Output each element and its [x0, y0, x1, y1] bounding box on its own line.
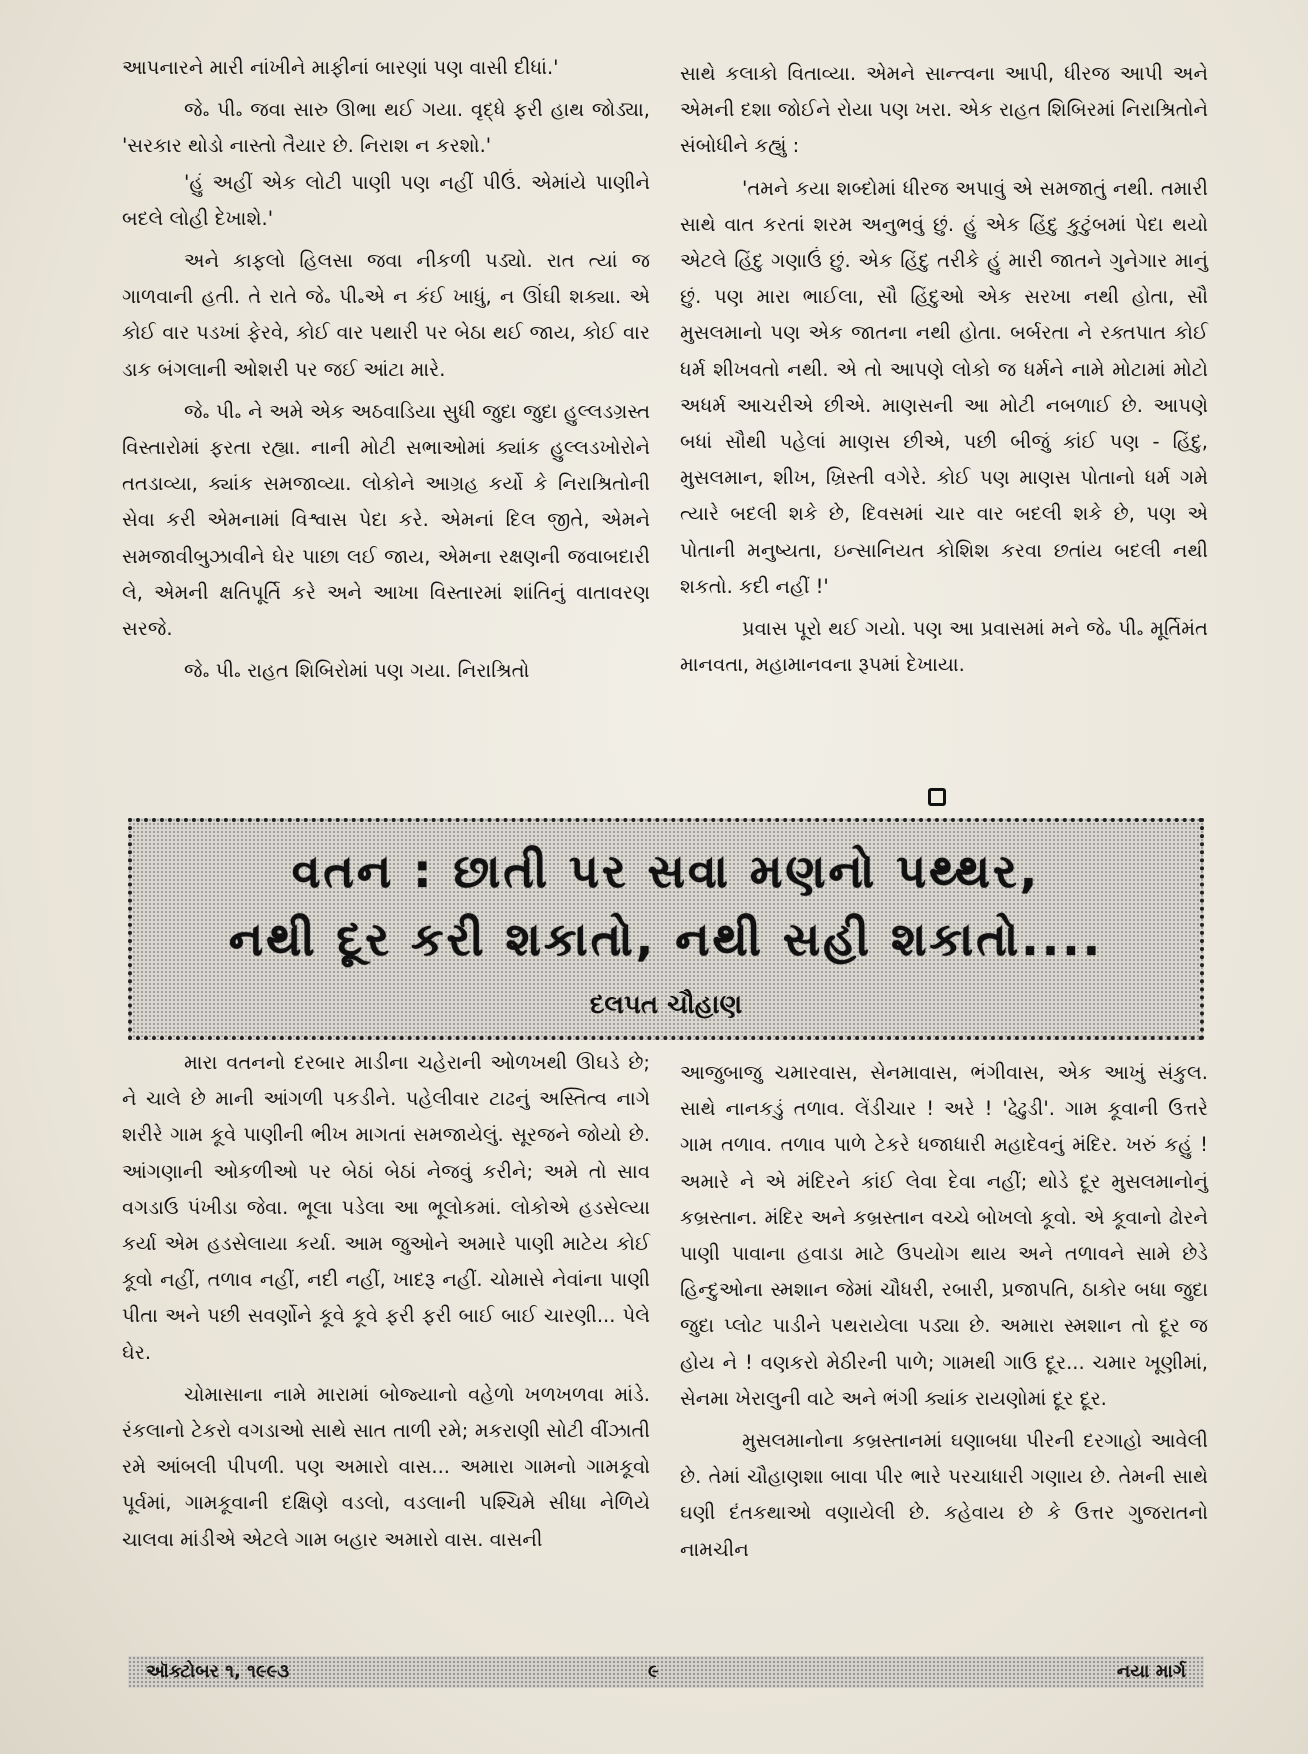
end-of-article-mark — [928, 788, 946, 806]
paragraph: પ્રવાસ પૂરો થઈ ગયો. પણ આ પ્રવાસમાં મને જે૰ પી૰ મૂર્તિમંત માનવતા, મહામાનવના રૂપમાં દેખાયા. — [680, 617, 1208, 677]
article-column-bottom-right — [680, 1055, 1208, 1568]
paragraph: જે૰ પી૰ રાહત શિબિરોમાં પણ ગયા. નિરાશ્રિતો — [184, 659, 530, 683]
paragraph: ચોમાસાના નામે મારામાં બોજ્યાનો વહેળો ખળખળવા માંડે. રંકલાનો ટેકરો વગડાઓ સાથે સાત તાળી રમે; મકરાણી સોટી વીંઝાતી રમે આંબલી પીપળી. પણ અમારો વાસ... અમારા ગામનો ગામકૂવો પૂર્વમાં, ગામકૂવાની દક્ષિણે વડલો, વડલાની પશ્ચિમે સીધા નેળિયે ચાલવા માંડીએ એટલે ગામ બહાર અમારો વાસ. વાસની — [122, 1382, 650, 1551]
paragraph: અને કાફલો હિલસા જવા નીકળી પડ્યો. રાત ત્યાં જ ગાળવાની હતી. તે રાતે જે૰ પી૰એ ન કંઈ ખાધું, ન ઊંઘી શક્યા. એ કોઈ વાર પડખાં ફેરવે, કોઈ વાર પથારી પર બેઠા થઈ જાય, કોઈ વાર ડાક બંગલાની ઓશરી પર જઈ આંટા મારે. — [122, 249, 650, 381]
magazine-name: નયા માર્ગ — [1116, 1661, 1186, 1682]
paragraph: સાથે કલાકો વિતાવ્યા. એમને સાન્ત્વના આપી, ધીરજ આપી અને એમની દશા જોઈને રોયા પણ ખરા. એક રાહત શિબિરમાં નિરાશ્રિતોને સંબોધીને કહ્યું : — [680, 62, 1208, 158]
article-column-bottom-left — [122, 1045, 650, 1558]
paragraph: જે૰ પી૰ જવા સારુ ઊભા થઈ ગયા. વૃદ્ધે ફરી હાથ જોડ્યા, 'સરકાર થોડો નાસ્તો તૈયાર છે. નિરાશ ન કરશો.' — [122, 98, 650, 158]
article-column-top-left — [122, 50, 650, 689]
footer-date: ઑક્ટોબર ૧, ૧૯૯૩ — [146, 1661, 290, 1682]
page-number: ૯ — [648, 1661, 659, 1682]
article-title-line-2: નથી દૂર કરી શકાતો, નથી સહી શકાતો.... — [228, 912, 1104, 966]
page-footer — [128, 1656, 1204, 1688]
paragraph: જે૰ પી૰ ને અમે એક અઠવાડિયા સુધી જુદા જુદા હુલ્લડગ્રસ્ત વિસ્તારોમાં ફરતા રહ્યા. નાની મોટી સભાઓમાં ક્યાંક હુલ્લડખોરોને તતડાવ્યા, ક્યાંક સમજાવ્યા. લોકોને આગ્રહ કર્યો કે નિરાશ્રિતોની સેવા કરી એમનામાં વિશ્વાસ પેદા કરે. એમનાં દિલ જીતે, એમને સમજાવીબુઝાવીને ઘેર પાછા લઈ જાય, એમના રક્ષણની જવાબદારી લે, એમની ક્ષતિપૂર્તિ કરે અને આખા વિસ્તારમાં શાંતિનું વાતાવરણ સરજે. — [122, 399, 650, 641]
article-column-top-right — [680, 56, 1208, 683]
paragraph: 'હું અહીં એક લોટી પાણી પણ નહીં પીઉં. એમાંયે પાણીને બદલે લોહી દેખાશે.' — [122, 170, 650, 230]
paragraph: 'તમને કયા શબ્દોમાં ધીરજ અપાવું એ સમજાતું નથી. તમારી સાથે વાત કરતાં શરમ અનુભવું છું. હું એક હિંદુ કુટુંબમાં પેદા થયો એટલે હિંદુ ગણાઉં છું. એક હિંદુ તરીકે હું મારી જાતને ગુનેગાર માનું છું. પણ મારા ભાઈલા, સૌ હિંદુઓ એક સરખા નથી હોતા, સૌ મુસલમાનો પણ એક જાતના નથી હોતા. બર્બરતા ને રક્તપાત કોઈ ધર્મ શીખવતો નથી. એ તો આપણે લોકો જ ધર્મને નામે મોટામાં મોટો અધર્મ આચરીએ છીએ. માણસની આ મોટી નબળાઈ છે. આપણે બધાં સૌથી પહેલાં માણસ છીએ, પછી બીજું કાંઈ પણ - હિંદુ, મુસલમાન, શીખ, ખ્રિસ્તી વગેરે. કોઈ પણ માણસ પોતાનો ધર્મ ગમે ત્યારે બદલી શકે છે, દિવસમાં ચાર વાર બદલી શકે છે, પણ એ પોતાની મનુષ્યતા, ઇન્સાનિયત કોશિશ કરવા છતાંય બદલી નથી શકતો. કદી નહીં !' — [680, 176, 1208, 598]
paragraph: આજુબાજુ ચમારવાસ, સેનમાવાસ, ભંગીવાસ, એક આખું સંકુલ. સાથે નાનકડું તળાવ. લેંડીચાર ! અરે ! 'ઢેઢુડી'. ગામ કૂવાની ઉત્તરે ગામ તળાવ. તળાવ પાળે ટેકરે ધજાધારી મહાદેવનું મંદિર. ખરું કહું ! અમારે ને એ મંદિરને કાંઈ લેવા દેવા નહીં; થોડે દૂર મુસલમાનોનું કબ્રસ્તાન. મંદિર અને કબ્રસ્તાન વચ્ચે બોખલો કૂવો. એ કૂવાનો ઢોરને પાણી પાવાના હવાડા માટે ઉપયોગ થાય અને તળાવને સામે છેડે હિન્દુઓના સ્મશાન જેમાં ચૌધરી, રબારી, પ્રજાપતિ, ઠાકોર બધા જુદા જુદા પ્લોટ પાડીને પથરાયેલા પડ્યા છે. અમારા સ્મશાન તો દૂર જ હોય ને ! વણકરો મેઠીરની પાળે; ગામથી ગાઉ દૂર... ચમાર ખૂણીમાં, સેનમા ખેરાલુની વાટે અને ભંગી ક્યાંક રાયણોમાં દૂર દૂર. — [680, 1061, 1208, 1410]
article-title-line-1: વતન : છાતી પર સવા મણનો પથ્થર, — [291, 844, 1041, 898]
paragraph: મુસલમાનોના કબ્રસ્તાનમાં ઘણાબધા પીરની દરગાહો આવેલી છે. તેમાં ચૌહાણશા બાવા પીર ભારે પરચાધારી ગણાય છે. તેમની સાથે ઘણી દંતકથાઓ વણાયેલી છે. કહેવાય છે કે ઉત્તર ગુજરાતનો નામચીન — [680, 1429, 1208, 1561]
paragraph: મારા વતનનો દરબાર માડીના ચહેરાની ઓળખથી ઊઘડે છે; ને ચાલે છે માની આંગળી પકડીને. પહેલીવાર ટાઢનું અસ્તિત્વ નાગે શરીરે ગામ કૂવે પાણીની ભીખ માગતાં સમજાયેલું. સૂરજને જોયો છે. આંગણાની ઓકળીઓ પર બેઠાં બેઠાં નેજવું કરીને; અમે તો સાવ વગડાઉ પંખીડા જેવા. ભૂલા પડેલા આ ભૂલોકમાં. લોકોએ હડસેલ્યા કર્યા એમ હડસેલાયા કર્યા. આમ જુઓને અમારે પાણી માટેય કોઈ કૂવો નહીં, તળાવ નહીં, નદી નહીં, ખાદરૂ નહીં. ચોમાસે નેવાંના પાણી પીતા અને પછી સવર્ણોને કૂવે કૂવે ફરી ફરી બાઈ બાઈ ચારણી... પેલે ઘેર. — [122, 1051, 650, 1364]
author-byline: દલપત ચૌહાણ — [589, 990, 743, 1020]
paragraph: આપનારને મારી નાંખીને માફીનાં બારણાં પણ વાસી દીધાં.' — [122, 56, 559, 79]
article-heading-banner — [128, 818, 1204, 1040]
